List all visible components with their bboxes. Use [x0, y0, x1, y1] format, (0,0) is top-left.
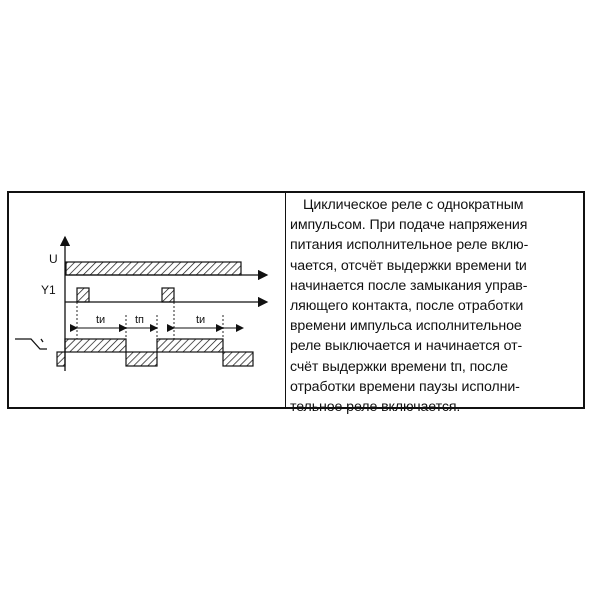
tp-label: tп — [135, 314, 145, 326]
description-line: времени импульса исполнительное — [290, 318, 522, 335]
column-divider — [285, 193, 286, 407]
description-line: импульсом. При подаче напряжения — [290, 217, 528, 234]
description-line: реле выключается и начинается от- — [290, 338, 523, 355]
y1-label: Y1 — [41, 283, 56, 297]
description-line: тельное реле включается. — [290, 399, 461, 416]
y1-pulse-1 — [77, 288, 89, 302]
description-line: счёт выдержки времени tп, после — [290, 358, 508, 375]
relay-off-segment-1 — [126, 352, 157, 366]
relay-off-segment-2 — [223, 352, 253, 366]
y1-pulse-2 — [162, 288, 174, 302]
u-axis-label: U — [49, 252, 58, 266]
description-line: чается, отсчёт выдержки времени tи — [290, 257, 527, 274]
supply-voltage-bar — [66, 262, 241, 275]
description-line: питания исполнительное реле вклю- — [290, 237, 529, 254]
relay-on-segment-2 — [65, 339, 126, 352]
description-line: отработки времени паузы исполни- — [290, 378, 520, 395]
relay-on-segment-3 — [157, 339, 223, 352]
ti-label-1: tи — [96, 314, 106, 326]
relay-on-segment-1 — [57, 352, 65, 366]
relay-description — [290, 195, 582, 417]
ti-label-2: tи — [196, 314, 206, 326]
relay-info-panel — [7, 191, 585, 416]
timing-diagram — [9, 193, 285, 407]
description-line: ляющего контакта, после отработки — [290, 298, 524, 315]
relay-contact-symbol — [15, 339, 47, 349]
description-line: Циклическое реле с однократным — [303, 197, 524, 213]
description-line: начинается после замыкания управ- — [290, 277, 528, 294]
